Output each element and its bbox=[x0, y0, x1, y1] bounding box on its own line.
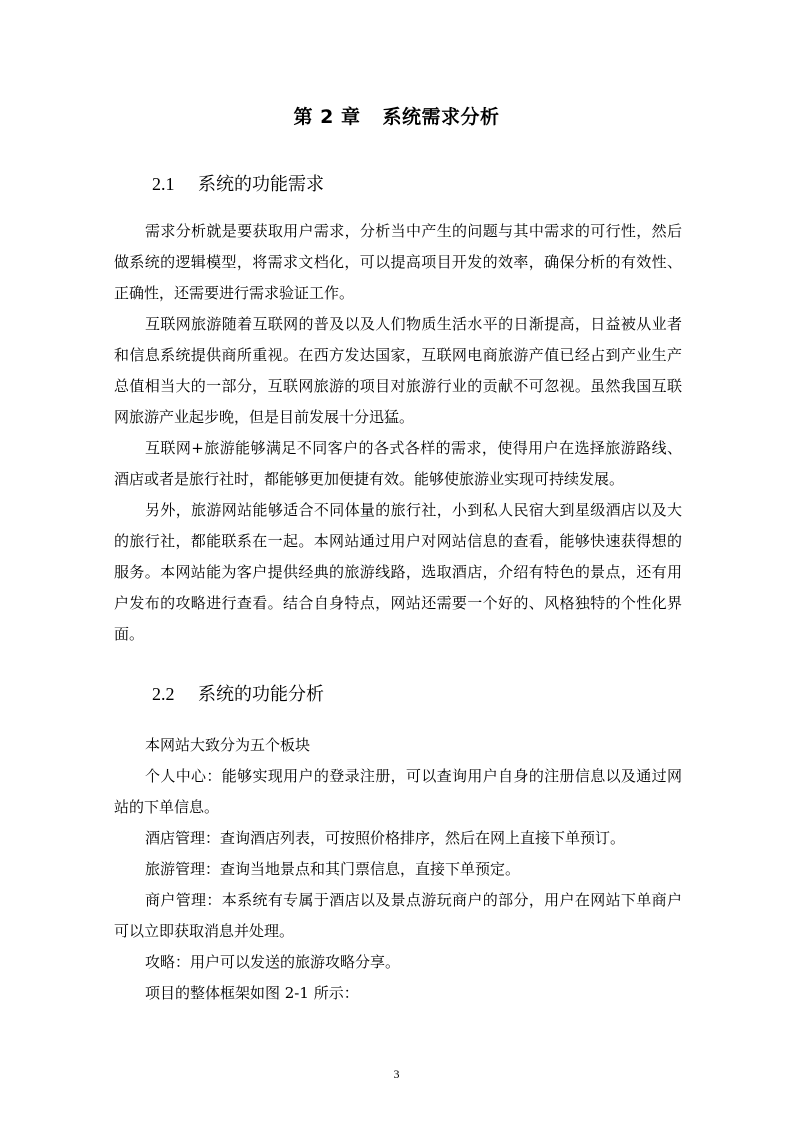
chapter-name: 系统需求分析 bbox=[382, 106, 500, 128]
paragraph: 攻略：用户可以发送的旅游攻略分享。 bbox=[145, 953, 401, 971]
section-number: 2.1 bbox=[152, 174, 175, 194]
chapter-label: 第 2 章 bbox=[293, 106, 361, 128]
section-heading-2-1 bbox=[152, 170, 324, 196]
paragraph: 本网站大致分为五个板块 bbox=[145, 736, 311, 754]
paragraph: 商户管理：本系统有专属于酒店以及景点游玩商户的部分，用户在网站下单商户可以立即获取消息并处理。 bbox=[114, 891, 682, 940]
page-number: 3 bbox=[393, 1067, 400, 1081]
section-title: 系统的功能分析 bbox=[198, 684, 324, 705]
paragraph: 项目的整体框架如图 2-1 所示： bbox=[145, 984, 359, 1002]
paragraph: 另外，旅游网站能够适合不同体量的旅行社，小到私人民宿大到星级酒店以及大的旅行社，都能联系在一起。本网站通过用户对网站信息的查看，能够快速获得想的服务。本网站能为客户提供经典的旅游线路，选取酒店，介绍有特色的景点，还有用户发布的攻略进行查看。结合自身特点，网站还需要一个好的、风格独特的个性化界面。 bbox=[114, 501, 682, 643]
paragraph: 酒店管理：查询酒店列表，可按照价格排序，然后在网上直接下单预订。 bbox=[145, 829, 626, 847]
paragraph: 旅游管理：查询当地景点和其门票信息，直接下单预定。 bbox=[145, 860, 521, 878]
paragraph: 互联网旅游随着互联网的普及以及人们物质生活水平的日渐提高，日益被从业者和信息系统提供商所重视。在西方发达国家，互联网电商旅游产值已经占到产业生产总值相当大的一部分，互联网旅游的项目对旅游行业的贡献不可忽视。虽然我国互联网旅游产业起步晚，但是目前发展十分迅猛。 bbox=[114, 315, 682, 426]
section-heading-2-2 bbox=[152, 680, 324, 706]
chapter-title bbox=[0, 102, 793, 129]
section-number: 2.2 bbox=[152, 684, 175, 704]
paragraph: 需求分析就是要获取用户需求，分析当中产生的问题与其中需求的可行性，然后做系统的逻辑模型，将需求文档化，可以提高项目开发的效率，确保分析的有效性、正确性，还需要进行需求验证工作。 bbox=[114, 222, 682, 302]
section-title: 系统的功能需求 bbox=[198, 174, 324, 195]
paragraph: 互联网+旅游能够满足不同客户的各式各样的需求，使得用户在选择旅游路线、酒店或者是旅行社时，都能够更加便捷有效。能够使旅游业实现可持续发展。 bbox=[114, 439, 682, 488]
paragraph: 个人中心：能够实现用户的登录注册，可以查询用户自身的注册信息以及通过网站的下单信息。 bbox=[114, 767, 682, 816]
